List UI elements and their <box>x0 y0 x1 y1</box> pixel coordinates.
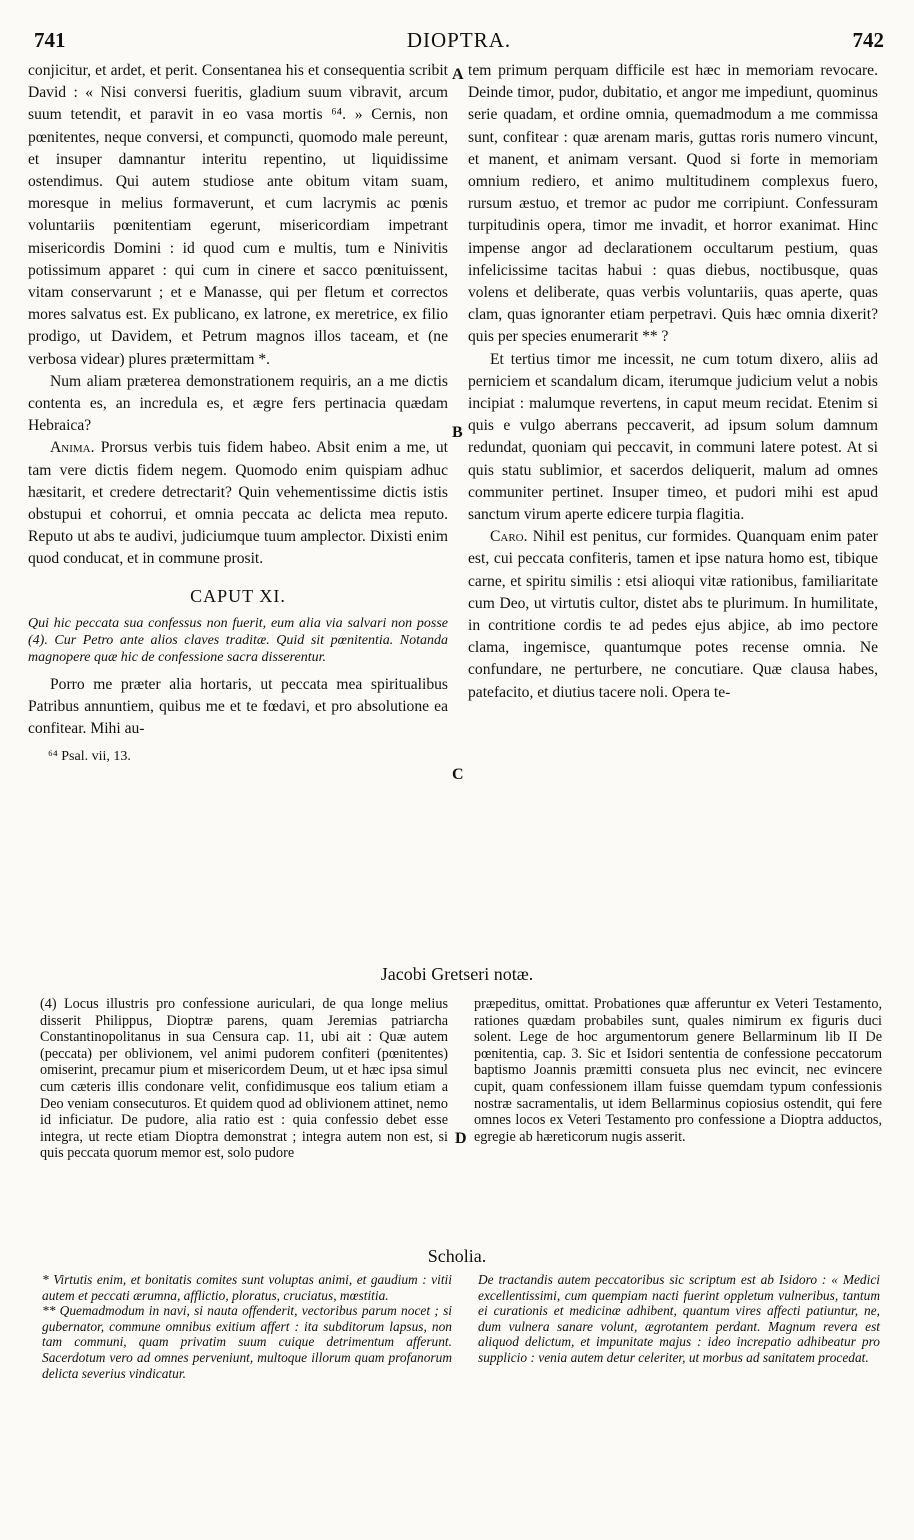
scholia-left-column <box>42 1272 452 1381</box>
running-header <box>34 28 884 56</box>
paragraph <box>468 526 878 704</box>
paragraph: Et tertius timor me incessit, ne cum totum dixero, aliis ad perniciem et scandalum dicam, iterumque judicium velut a nobis incipiat : malumque revertens, in caput meum recidat. Etenim si quis e vulgo aberrans peccaverit, ad ipsum solum damnum redundat, quoniam qui peccavit, in communi latere potest. At si quis statu sublimior, et sacerdos deliquerit, malum ad omnes communiter pertinet. Insuper timeo, et pudori mihi est apud sanctum virum aperte edicere turpia flagitia. <box>468 350 878 524</box>
page-number-right: 742 <box>852 28 884 52</box>
notes-left-column: (4) Locus illustris pro confessione auriculari, de qua longe melius disserit Philippus, Dioptræ parens, quam Jeremias patriarcha Constantinopolitanus in sua Censura cap. 11, ubi ait : Quæ autem (peccata) per oblivionem, vel animi pudorem confiteri (pœnitentes) omiserint, precamur pium et misericordem Deum, ut et hæc ipsa simul cum cæteris illis condonare velit, confidimusque eos talium etiam a Deo veniam consecuturos. Et quidem quod ad oblivionem attinet, nemo id inficiatur. De pudore, alia ratio est : quia confessio debet esse integra, ut recte etiam Dioptra demonstrat ; integra autem non est, si quis peccata quorum memor est, solo pudore <box>40 996 448 1162</box>
paragraph: Num aliam præterea demonstrationem requiris, an a me dictis contenta es, an incredula es, et ægre fers pertinacia quædam Hebraica? <box>28 372 448 435</box>
scholion: * Virtutis enim, et bonitatis comites sunt voluptas animi, et gaudium : vitii autem et peccati ærumna, afflictio, ploratus, cruciatus, mœstitia. <box>42 1272 452 1303</box>
margin-marker-c: C <box>452 766 464 783</box>
paragraph-text: Nihil est penitus, cur formides. Quanquam enim pater est, cui peccata confiteris, tamen et ipse natura homo est, tibique carne, et spiritu similis : etsi alioqui vitæ rationibus, familiaritate cum Deo, ut virtutis cultor, distet abs te plurimum. In humilitate, in contritione cordis te ad pedes ejus abjice, ab imo pectore clama, ingemisce, quantumque potes recense omnia. Ne confundare, ne perturbere, ne concutiare. Quæ clausa habes, patefacito, et diutius tacere noli. Opera te- <box>468 528 878 701</box>
chapter-title: CAPUT XI. <box>190 585 286 606</box>
scholion: ** Quemadmodum in navi, si nauta offenderit, vectoribus parum nocet ; si gubernator, commune omnibus exitium affert : ita subditorum lapsus, non tam communi, quam privatim suum cuique detrimentum afferunt. Sacerdotum vero ad omnes perveniunt, multoque illorum quam profanorum delicta severius vindicatur. <box>42 1303 452 1381</box>
margin-marker-a: A <box>452 66 464 83</box>
chapter-summary: Qui hic peccata sua confessus non fuerit, eum alia via salvari non posse (4). Cur Petro ante alios claves traditæ. Quid sit pœnitentia. Notanda magnopere quæ hic de confessione sacra disserentur. <box>28 615 448 665</box>
paragraph <box>28 437 448 570</box>
footnote: ⁶⁴ Psal. vii, 13. <box>48 749 131 765</box>
margin-marker-d: D <box>455 1130 467 1147</box>
main-text-right-column <box>468 60 878 704</box>
paragraph: Porro me præter alia hortaris, ut peccata mea spiritualibus Patribus annuntiem, quibus me et te fœdavi, et pro absolutione ea confitear. Mihi au- <box>28 675 448 738</box>
main-text-left-column <box>28 60 448 769</box>
paragraph: conjicitur, et ardet, et perit. Consentanea his et consequentia scribit David : « Nisi conversi fueritis, gladium suum vibravit, arcum suum tetendit, et paravit in eo vasa mortis ⁶⁴. » Cernis, non pœnitentes, neque conversi, et compuncti, quomodo male pereunt, et insuper damnantur interitu repentino, ut liquidissime ostendimus. Qui autem studiose ante obitum vitam suam, moresque in melius formaverunt, et cum lacrymis ac pœnis voluntariis pœnitentiam egerunt, misericordiam impetrant misericordis Domini : id quod cum e multis, tum e Ninivitis potissimum apparet : qui cum in cinere et sacco pœnituissent, vitam conservarunt ; et e Manasse, qui per fletum et correctos mores salvatus est. Ex publicano, ex latrone, ex meretrice, ex filio prodigo, ut Davidem, et Petrum magnos illos taceam, et (ne verbosa videar) plures prætermittam *. <box>28 62 448 368</box>
page-number-left: 741 <box>34 28 66 52</box>
paragraph: tem primum perquam difficile est hæc in memoriam revocare. Deinde timor, pudor, dubitatio, et angor me impediunt, quominus serie quadam, et ordine omnia, quemadmodum a me commissa sunt, confitear : quæ arenam maris, guttas roris numero vincunt, et manent, et animam versant. Quod si forte in memoriam omnium rediero, et animo multitudinem complexus fuero, rursum æstuo, et tremor ac pudor me corripiunt. Confessuram turpitudinis opera, timor me invadit, et horror exanimat. Hinc impense angor ad declarationem occultarum pestium, quas infelicissime tacitas habui : quas diebus, noctibusque, quas volens et deliberate, quas verbis voluntariis, quas aperte, quas clam, quas ignoranter etiam perpetravi. Quis hæc omnia dixerit? quis per species enumerarit ** ? <box>468 62 878 346</box>
running-title: DIOPTRA. <box>406 28 512 52</box>
scholia-right-column: De tractandis autem peccatoribus sic scriptum est ab Isidoro : « Medici excellentissimi, cum quempiam nacti fuerint oppletum vulneribus, tantum ei curationis et medicinæ adhibent, quantum vires affecti patiuntur, ne, dum vulnera sanare volunt, ægrotantem perdant. Magnum revera est aliquod delictum, et impunitate majus : ideo increpatio adhibeatur pro supplicio : venia autem detur celeriter, ut morbus ad sanitatem procedat. <box>478 1272 880 1365</box>
speaker-label: Caro. <box>490 528 528 546</box>
scholia-heading: Scholia. <box>427 1246 487 1266</box>
speaker-label: Anima. <box>50 439 95 457</box>
notes-right-column: præpeditus, omittat. Probationes quæ afferuntur ex Veteri Testamento, rationes quædam probabiles sunt, quales nimirum ex figuris duci solent. Lege de hoc argumentorum genere Bellarminum lib II De pœnitentia, cap. 3. Sic et Isidori sententia de confessione peccatorum baptismo Joannis præmitti consueta plus nec evincit, nec evincere cupit, quam confessionem illam fuisse quemdam typum confessionis nostræ sacramentalis, ut idem Bellarminus copiosius ostendit, qui fere omnes locos ex Veteri Testamento pro confessione a Dioptra adductos, egregie ab hæreticorum nugis asserit. <box>474 996 882 1145</box>
margin-marker-b: B <box>452 424 463 441</box>
paragraph-text: Prorsus verbis tuis fidem habeo. Absit enim a me, ut tam vere dictis fidem negem. Quomodo enim quispiam adhuc hæsitarit, et credere detrectarit? Quin vehementissime dictis istis obstupui et cohorrui, et omnia peccata ac delicta mea reputo. Reputo ut abs te audivi, judiciumque tuum amplector. Dixisti enim quod conducat, et in commune prosit. <box>28 439 448 568</box>
notes-heading: Jacobi Gretseri notæ. <box>380 964 534 984</box>
